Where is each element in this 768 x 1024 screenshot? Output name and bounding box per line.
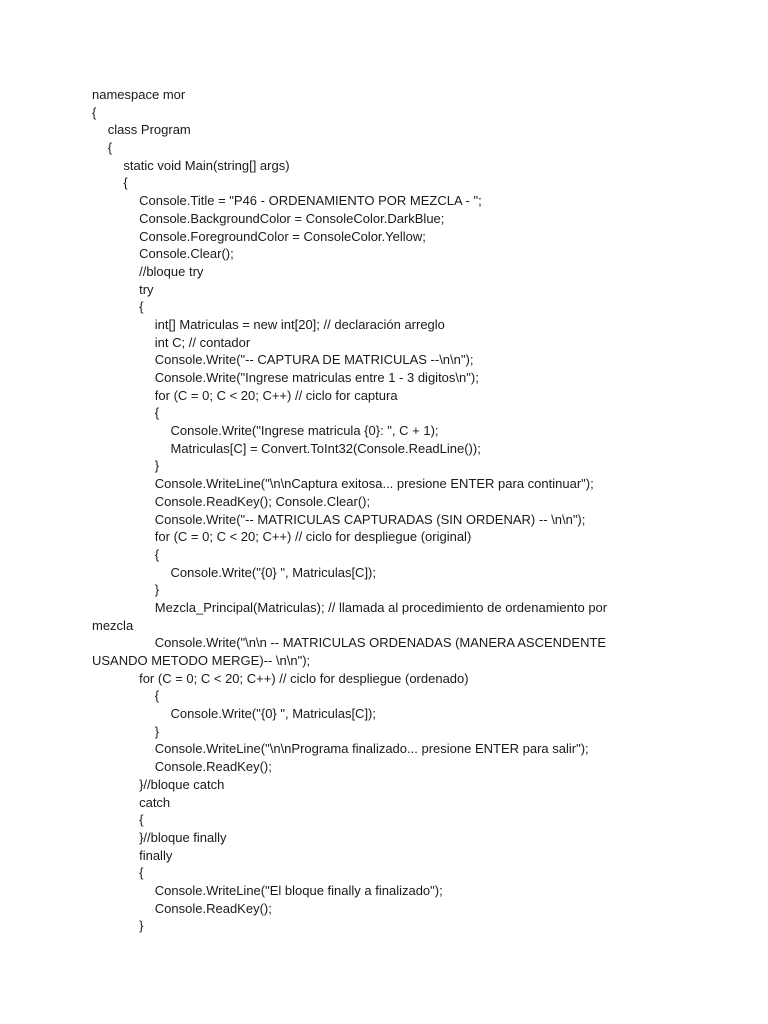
code-line bbox=[0, 599, 768, 617]
code-line-text: } bbox=[154, 723, 160, 739]
code-line-text: catch bbox=[139, 794, 171, 810]
code-line bbox=[0, 228, 768, 246]
code-line bbox=[0, 634, 768, 652]
code-line-text: Mezcla_Principal(Matriculas); // llamada al procedimiento de ordenamiento por bbox=[154, 599, 608, 615]
code-line bbox=[0, 281, 768, 299]
code-line-text: try bbox=[139, 281, 154, 297]
code-line-text: { bbox=[139, 299, 144, 315]
code-line bbox=[0, 564, 768, 582]
code-line bbox=[0, 192, 768, 210]
code-line-text: } bbox=[139, 918, 144, 934]
code-line-text: { bbox=[92, 104, 97, 120]
code-line-text: { bbox=[154, 546, 160, 562]
code-line bbox=[0, 617, 768, 635]
code-line-text: int[] Matriculas = new int[20]; // declaración arreglo bbox=[154, 316, 445, 332]
code-line bbox=[0, 847, 768, 865]
code-line-text: Console.ReadKey(); bbox=[154, 759, 272, 775]
code-line bbox=[0, 298, 768, 316]
code-line bbox=[0, 511, 768, 529]
code-line-text: Console.WriteLine("\n\nCaptura exitosa... presione ENTER para continuar"); bbox=[154, 476, 594, 492]
code-line-text: mezcla bbox=[92, 617, 134, 633]
code-line bbox=[0, 139, 768, 157]
code-line bbox=[0, 528, 768, 546]
code-line bbox=[0, 121, 768, 139]
code-line bbox=[0, 581, 768, 599]
code-line-text: Console.ReadKey(); Console.Clear(); bbox=[154, 493, 371, 509]
code-line bbox=[0, 776, 768, 794]
code-line-text: { bbox=[154, 688, 160, 704]
code-line-text: Console.Write("Ingrese matriculas entre 1 - 3 digitos\n"); bbox=[154, 370, 479, 385]
code-line-text: { bbox=[107, 140, 113, 156]
code-line bbox=[0, 369, 768, 387]
code-line bbox=[0, 758, 768, 776]
code-line bbox=[0, 723, 768, 741]
code-line-text: Matriculas[C] = Convert.ToInt32(Console.ReadLine()); bbox=[170, 440, 481, 456]
code-line bbox=[0, 334, 768, 352]
code-line-text: Console.Write("\n\n -- MATRICULAS ORDENADAS (MANERA ASCENDENTE bbox=[154, 635, 607, 651]
code-line bbox=[0, 687, 768, 705]
code-line bbox=[0, 546, 768, 564]
code-line-text: Console.Write("-- CAPTURA DE MATRICULAS --\n\n"); bbox=[154, 352, 474, 368]
code-line bbox=[0, 705, 768, 723]
code-line-text: Console.ForegroundColor = ConsoleColor.Yellow; bbox=[139, 228, 426, 244]
code-line-text: namespace mor bbox=[92, 87, 186, 102]
code-line bbox=[0, 104, 768, 122]
code-line-text: //bloque try bbox=[139, 263, 204, 279]
code-line bbox=[0, 794, 768, 812]
code-line-text: Console.WriteLine("El bloque finally a finalizado"); bbox=[154, 882, 443, 898]
code-line bbox=[0, 864, 768, 882]
code-line-text: Console.Write("{0} ", Matriculas[C]); bbox=[170, 706, 376, 722]
code-line-text: static void Main(string[] args) bbox=[123, 157, 290, 173]
code-line-text: { bbox=[139, 865, 144, 881]
code-line bbox=[0, 387, 768, 405]
code-line bbox=[0, 316, 768, 334]
code-line-text: Console.Clear(); bbox=[139, 246, 234, 262]
code-line bbox=[0, 86, 768, 104]
code-line bbox=[0, 174, 768, 192]
code-line bbox=[0, 493, 768, 511]
code-line bbox=[0, 210, 768, 228]
code-line bbox=[0, 829, 768, 847]
code-line-text: for (C = 0; C < 20; C++) // ciclo for despliegue (original) bbox=[154, 529, 472, 545]
code-line bbox=[0, 263, 768, 281]
code-line-text: }//bloque catch bbox=[139, 776, 225, 792]
code-line-text: } bbox=[154, 582, 160, 598]
code-document bbox=[0, 86, 768, 935]
code-line bbox=[0, 740, 768, 758]
code-line-text: Console.Write("Ingrese matricula {0}: ", C + 1); bbox=[170, 423, 439, 439]
code-line-text: Console.Write("-- MATRICULAS CAPTURADAS (SIN ORDENAR) -- \n\n"); bbox=[154, 511, 586, 527]
code-line bbox=[0, 882, 768, 900]
code-line bbox=[0, 440, 768, 458]
code-line-text: USANDO METODO MERGE)-- \n\n"); bbox=[92, 653, 311, 668]
code-line-text: Console.Write("{0} ", Matriculas[C]); bbox=[170, 564, 376, 580]
code-line-text: int C; // contador bbox=[154, 334, 251, 350]
code-line bbox=[0, 157, 768, 175]
code-line-text: for (C = 0; C < 20; C++) // ciclo for despliegue (ordenado) bbox=[139, 670, 469, 686]
code-line bbox=[0, 917, 768, 935]
code-line bbox=[0, 811, 768, 829]
code-line-text: } bbox=[154, 458, 160, 474]
code-line-text: { bbox=[123, 175, 128, 191]
code-line-text: finally bbox=[139, 847, 173, 863]
code-line bbox=[0, 422, 768, 440]
code-line bbox=[0, 652, 768, 670]
code-line bbox=[0, 351, 768, 369]
code-line-text: { bbox=[139, 812, 144, 828]
code-line-text: }//bloque finally bbox=[139, 829, 227, 845]
code-line bbox=[0, 457, 768, 475]
code-line-text: for (C = 0; C < 20; C++) // ciclo for captura bbox=[154, 387, 398, 403]
code-line bbox=[0, 245, 768, 263]
code-line bbox=[0, 900, 768, 918]
code-line-text: { bbox=[154, 405, 160, 421]
code-line-text: class Program bbox=[107, 122, 191, 138]
code-line-text: Console.ReadKey(); bbox=[154, 900, 272, 916]
code-line bbox=[0, 670, 768, 688]
code-line-text: Console.Title = "P46 - ORDENAMIENTO POR MEZCLA - "; bbox=[139, 193, 482, 209]
code-line-text: Console.BackgroundColor = ConsoleColor.DarkBlue; bbox=[139, 210, 445, 226]
code-line bbox=[0, 404, 768, 422]
code-line-text: Console.WriteLine("\n\nPrograma finalizado... presione ENTER para salir"); bbox=[154, 741, 589, 757]
code-line bbox=[0, 475, 768, 493]
